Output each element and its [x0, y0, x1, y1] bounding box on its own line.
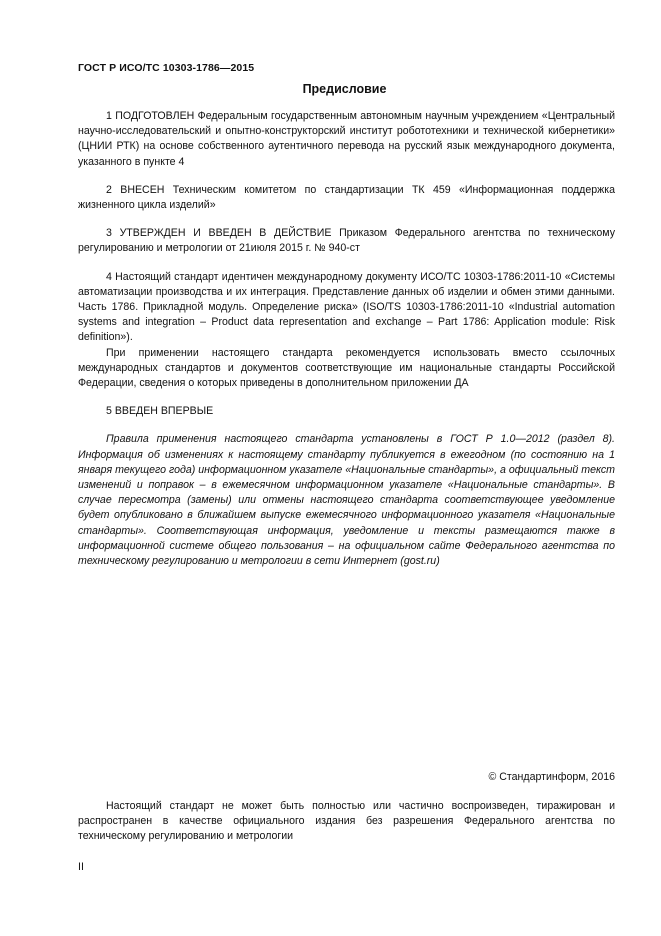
paragraph-national-standards-note: При применении настоящего стандарта рекомендуется использовать вместо ссылочных международных стандартов и документов соответствующие им национальные стандарты Российской Федерации, сведения о которых приведены в дополнительном приложении ДА: [78, 346, 615, 390]
page-number: II: [78, 861, 84, 873]
page-title: Предисловие: [302, 82, 387, 96]
paragraph-introduced-first: 5 ВВЕДЕН ВПЕРВЫЕ: [106, 405, 214, 418]
paragraph-application-rules: Правила применения настоящего стандарта установлены в ГОСТ Р 1.0—2012 (раздел 8). Информация об изменениях к настоящему стандарту публикуется в ежегодном (по состоянию на 1 января текущего года) информационном указателе «Национальные стандарты», а официальный текст изменений и поправок – в ежемесячном информационном указателе «Национальные стандарты». В случае пересмотра (замены) или отмены настоящего стандарта соответствующее уведомление будет опубликовано в ближайшем выпуске ежемесячного информационного указателя «Национальные стандарты». Соответствующая информация, уведомление и тексты размещаются также в информационной системе общего пользования – на официальном сайте Федерального агентства по техническому регулированию и метрологии в сети Интернет (gost.ru): [78, 433, 615, 568]
preface-body: [78, 109, 615, 569]
paragraph-prepared-by: 1 ПОДГОТОВЛЕН Федеральным государственным автономным научным учреждением «Центральный научно-исследовательский и опытно-конструкторский институт робототехники и технической кибернетики» (ЦНИИ РТК) на основе собственного аутентичного перевода на русский язык международного документа, указанного в пункте 4: [78, 110, 615, 168]
document-code: ГОСТ Р ИСО/ТС 10303-1786—2015: [78, 62, 255, 74]
paragraph-identical-to: 4 Настоящий стандарт идентичен международному документу ИСО/ТС 10303-1786:2011-10 «Системы автоматизации производства и их интеграция. Представление данных об изделии и обмен этими данными. Часть 1786. Прикладной модуль. Определение риска» (ISO/TS 10303-1786:2011-10 «Industrial automation systems and integration – Product data representation and exchange – Part 1786: Application module: Risk definition»).: [78, 270, 615, 344]
paragraph-approved: 3 УТВЕРЖДЕН И ВВЕДЕН В ДЕЙСТВИЕ Приказом Федерального агентства по техническому регулированию и метрологии от 21июля 2015 г. № 940-ст: [78, 227, 615, 255]
copyright-notice: © Стандартинформ, 2016: [488, 771, 615, 783]
paragraph-submitted-by: 2 ВНЕСЕН Техническим комитетом по стандартизации ТК 459 «Информационная поддержка жизненного цикла изделий»: [78, 183, 615, 212]
reproduction-notice: Настоящий стандарт не может быть полностью или частично воспроизведен, тиражирован и распространен в качестве официального издания без разрешения Федерального агентства по техническому регулированию и метрологии: [78, 800, 615, 843]
